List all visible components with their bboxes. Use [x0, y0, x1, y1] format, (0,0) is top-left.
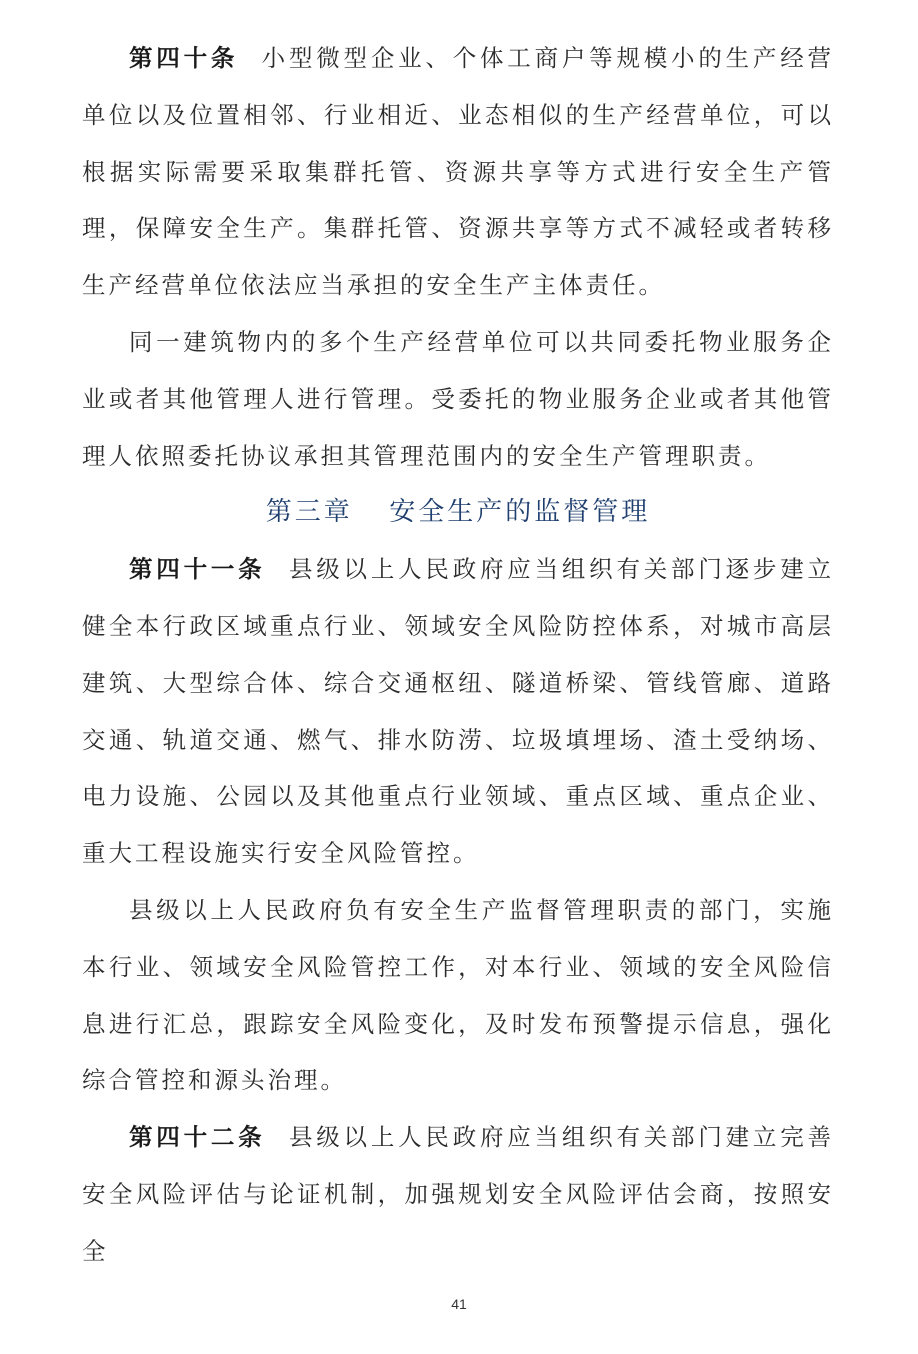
chapter-heading: [82, 484, 834, 541]
page-number: 41: [451, 1296, 467, 1312]
chapter-title: 安全生产的监督管理: [389, 497, 651, 528]
article-42-text-1: 县级以上人民政府应当组织有关部门建立完善安全风险评估与论证机制，加强规划安全风险评估会商，按照安全: [82, 1123, 835, 1265]
article-41-heading: 第四十一条: [129, 555, 266, 584]
article-40-text-1: 小型微型企业、个体工商户等规模小的生产经营单位以及位置相邻、行业相近、业态相似的生产经营单位，可以根据实际需要采取集群托管、资源共享等方式进行安全生产管理，保障安全生产。集群托管、资源共享等方式不减轻或者转移生产经营单位依法应当承担的安全生产主体责任。: [82, 44, 835, 300]
article-42-heading: 第四十二条: [129, 1123, 266, 1152]
article-40-heading: 第四十条: [129, 44, 239, 72]
article-41-text-1: 县级以上人民政府应当组织有关部门逐步建立健全本行政区域重点行业、领域安全风险防控体系，对城市高层建筑、大型综合体、综合交通枢纽、隧道桥梁、管线管廊、道路交通、轨道交通、燃气、排水防涝、垃圾填埋场、渣土受纳场、电力设施、公园以及其他重点行业领域、重点区域、重点企业、重大工程设施实行安全风险管控。: [82, 555, 835, 868]
article-40-text-2: 同一建筑物内的多个生产经营单位可以共同委托物业服务企业或者其他管理人进行管理。受委托的物业服务企业或者其他管理人依照委托协议承担其管理范围内的安全生产管理职责。: [82, 327, 834, 470]
document-body: [82, 30, 834, 1280]
article-41-paragraph-1: [82, 541, 834, 882]
article-41-text-2: 县级以上人民政府负有安全生产监督管理职责的部门，实施本行业、领域安全风险管控工作，对本行业、领域的安全风险信息进行汇总，跟踪安全风险变化，及时发布预警提示信息，强化综合管控和源头治理。: [82, 895, 834, 1095]
chapter-number: 第三章: [265, 497, 353, 528]
article-42-paragraph-1: [82, 1109, 834, 1279]
article-41-paragraph-2: [82, 882, 834, 1109]
article-40-paragraph-1: [82, 30, 834, 314]
article-40-paragraph-2: [82, 314, 834, 484]
